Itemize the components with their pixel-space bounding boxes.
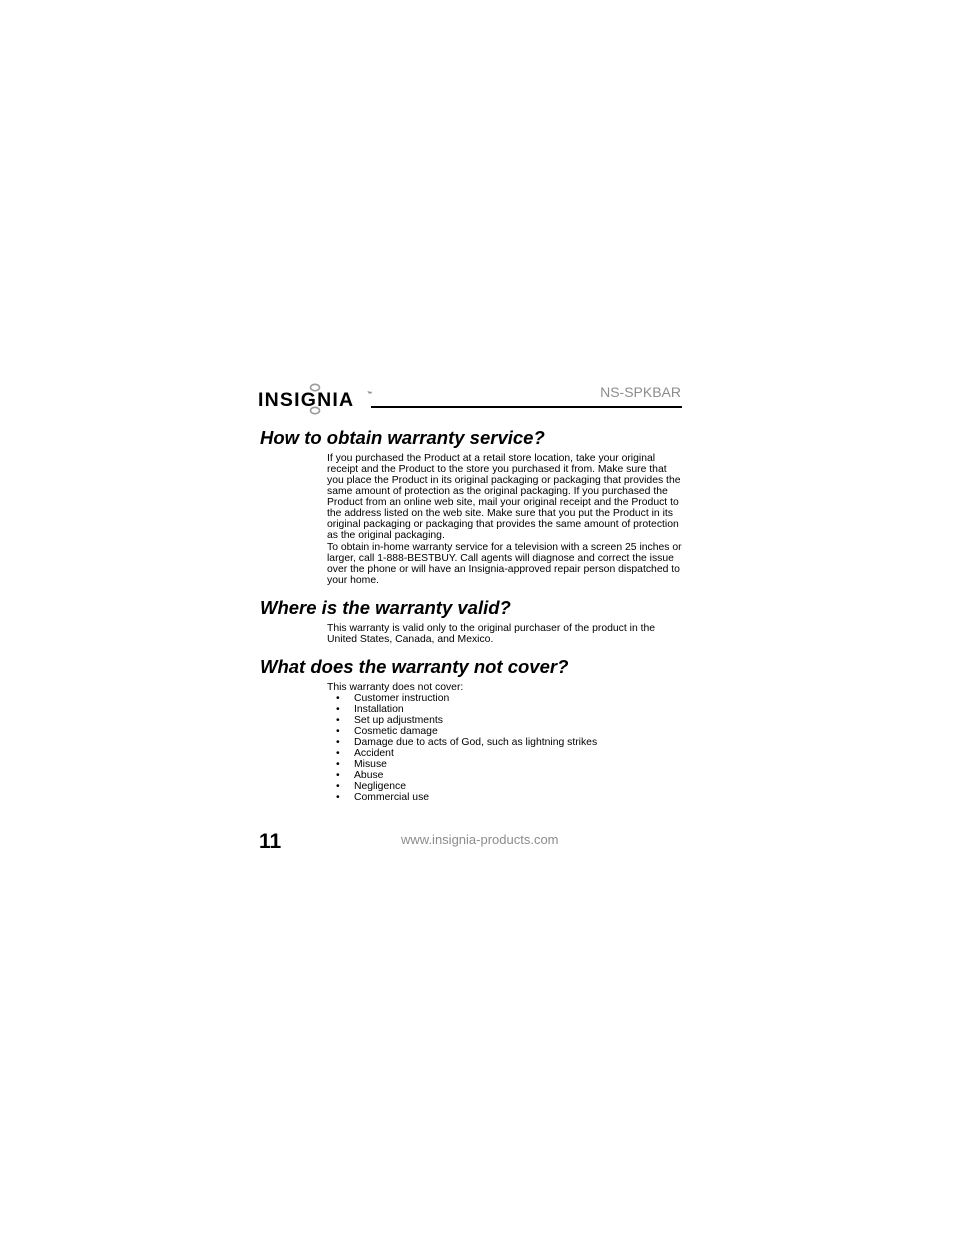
heading-how-to-obtain-service: How to obtain warranty service? [260,427,545,448]
exclusions-list [327,693,597,803]
svg-text:INSIGNIA: INSIGNIA [258,389,355,411]
bullet: • [336,726,340,737]
footer-url: www.insignia-products.com [401,832,559,847]
heading-where-valid: Where is the warranty valid? [260,597,511,618]
bullet: • [336,748,340,759]
list-item-text: Abuse [354,770,384,781]
heading-not-covered: What does the warranty not cover? [260,656,569,677]
list-item-text: Negligence [354,781,406,792]
paragraph-in-home-service: To obtain in-home warranty service for a television with a screen 25 inches or larger, call 1-888-BESTBUY. Call agents will diagnose and correct the issue over the phone or will have an Insignia-approved repair person dispatched to your home. [327,542,682,586]
svg-text:™: ™ [367,391,372,397]
list-item [327,770,597,781]
bullet: • [336,704,340,715]
list-item-text: Cosmetic damage [354,726,438,737]
list-item-text: Damage due to acts of God, such as lightning strikes [354,737,598,748]
list-item-text: Customer instruction [354,693,450,704]
paragraph-validity: This warranty is valid only to the original purchaser of the product in the United States, Canada, and Mexico. [327,623,656,645]
list-item [327,792,597,803]
paragraph-not-cover-intro: This warranty does not cover: [327,682,464,693]
list-item [327,781,597,792]
list-item [327,704,597,715]
bullet: • [336,693,340,704]
model-number: NS-SPKBAR [600,384,681,400]
list-item-text: Accident [354,748,394,759]
list-item [327,726,597,737]
list-item [327,693,597,704]
list-item-text: Misuse [354,759,387,770]
list-item [327,748,597,759]
header-rule [371,406,682,408]
insignia-logo [258,382,374,416]
list-item [327,737,597,748]
list-item-text: Installation [354,704,404,715]
list-item [327,715,597,726]
page-number: 11 [259,830,282,853]
paragraph-retail-service: If you purchased the Product at a retail store location, take your original receipt and the Product to the store you purchased it from. Make sure that you place the Product in its original packaging or packaging that provides the same amount of protection as the original packaging. If you purchased the Product from an online web site, mail your original receipt and the Product to the address listed on the web site. Make sure that you put the Product in its original packaging or packaging that provides the same amount of protection as the original packaging. [327,453,681,541]
list-item [327,759,597,770]
list-item-text: Set up adjustments [354,715,443,726]
list-item-text: Commercial use [354,792,430,803]
bullet: • [336,759,340,770]
bullet: • [336,715,340,726]
bullet: • [336,792,340,803]
bullet: • [336,781,340,792]
bullet: • [336,770,340,781]
bullet: • [336,737,340,748]
